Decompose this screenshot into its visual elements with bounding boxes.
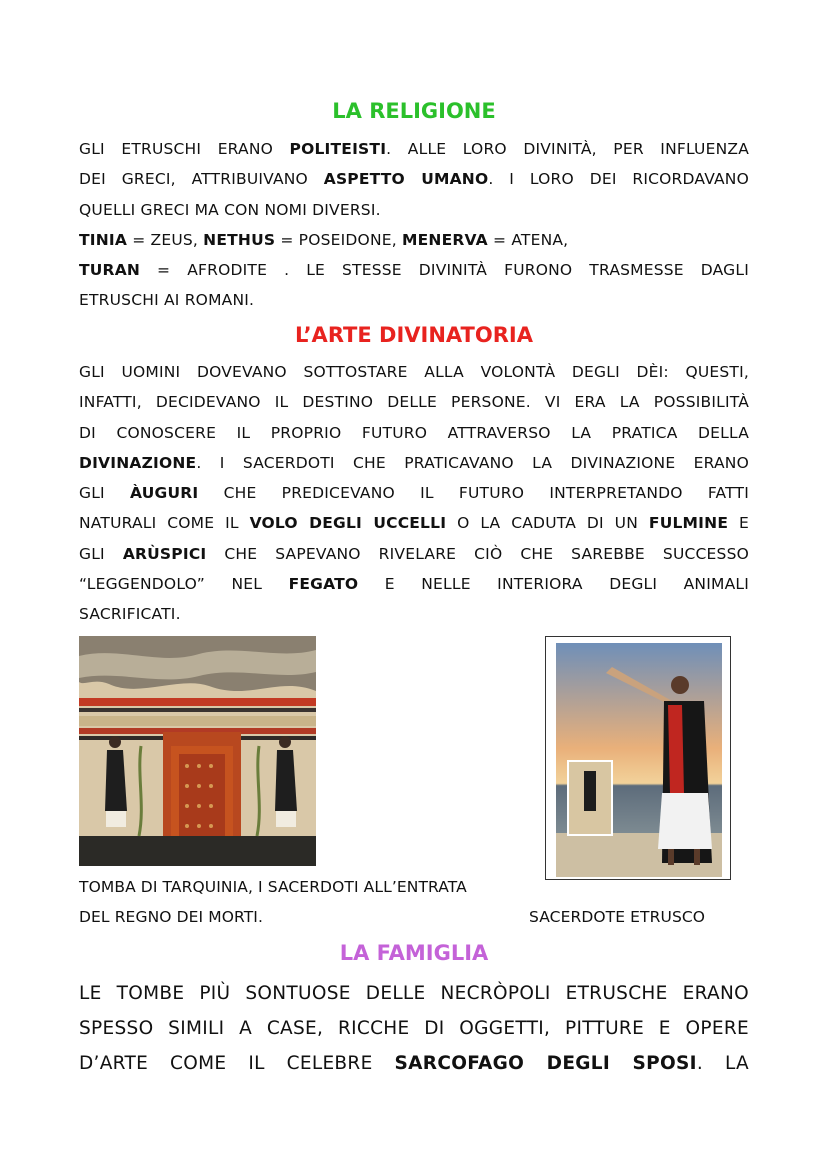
text-line: LE TOMBE PIÙ SONTUOSE DELLE NECRÒPOLI ETRUSCHE ERANO bbox=[79, 983, 749, 1004]
caption-tomba-line2: DEL REGNO DEI MORTI. bbox=[79, 908, 263, 926]
text-line: INFATTI, DECIDEVANO IL DESTINO DELLE PERSONE. VI ERA LA POSSIBILITÀ bbox=[79, 393, 749, 412]
paragraph-arte-divinatoria bbox=[79, 357, 749, 630]
caption-sacerdote: SACERDOTE ETRUSCO bbox=[529, 908, 706, 926]
text-line: DEI GRECI, ATTRIBUIVANO ASPETTO UMANO. I LORO DEI RICORDAVANO bbox=[79, 170, 750, 189]
text-line: SPESSO SIMILI A CASE, RICCHE DI OGGETTI, PITTURE E OPERE bbox=[79, 1018, 749, 1039]
text-line: GLI ÀUGURI CHE PREDICEVANO IL FUTURO INTERPRETANDO FATTI bbox=[79, 484, 749, 503]
text-line: GLI ARÙSPICI CHE SAPEVANO RIVELARE CIÒ CHE SAREBBE SUCCESSO bbox=[79, 544, 750, 563]
priest-photo-frame bbox=[545, 636, 731, 880]
section-title-famiglia: LA FAMIGLIA bbox=[339, 941, 489, 965]
section-title-arte-divinatoria: L’ARTE DIVINATORIA bbox=[295, 323, 533, 347]
text-line: D’ARTE COME IL CELEBRE SARCOFAGO DEGLI SPOSI. LA bbox=[79, 1053, 749, 1074]
text-line: ETRUSCHI AI ROMANI. bbox=[79, 291, 255, 310]
text-line: DI CONOSCERE IL PROPRIO FUTURO ATTRAVERSO LA PRATICA DELLA bbox=[79, 423, 749, 442]
text-line: NATURALI COME IL VOLO DEGLI UCCELLI O LA CADUTA DI UN FULMINE E bbox=[79, 514, 749, 533]
text-line: QUELLI GRECI MA CON NOMI DIVERSI. bbox=[79, 200, 381, 219]
section-title-religione: LA RELIGIONE bbox=[332, 99, 496, 123]
text-line: TINIA = ZEUS, NETHUS = POSEIDONE, MENERVA = ATENA, bbox=[79, 230, 569, 249]
paragraph-religione bbox=[79, 134, 749, 316]
text-line: GLI ETRUSCHI ERANO POLITEISTI. ALLE LORO DIVINITÀ, PER INFLUENZA bbox=[79, 140, 750, 158]
text-line: DIVINAZIONE. I SACERDOTI CHE PRATICAVANO LA DIVINAZIONE ERANO bbox=[79, 453, 749, 472]
text-line: GLI UOMINI DOVEVANO SOTTOSTARE ALLA VOLONTÀ DEGLI DÈI: QUESTI, bbox=[79, 363, 749, 381]
priest-photo-illustration bbox=[556, 643, 722, 877]
tomb-fresco-illustration bbox=[79, 636, 316, 866]
tomb-fresco-image bbox=[79, 636, 316, 866]
text-line: “LEGGENDOLO” NEL FEGATO E NELLE INTERIORA DEGLI ANIMALI bbox=[79, 575, 749, 594]
text-line: TURAN = AFRODITE . LE STESSE DIVINITÀ FURONO TRASMESSE DAGLI bbox=[79, 261, 749, 280]
paragraph-famiglia bbox=[79, 976, 749, 1081]
text-line: SACRIFICATI. bbox=[79, 605, 181, 624]
caption-tomba-line1: TOMBA DI TARQUINIA, I SACERDOTI ALL’ENTRATA bbox=[79, 878, 467, 896]
